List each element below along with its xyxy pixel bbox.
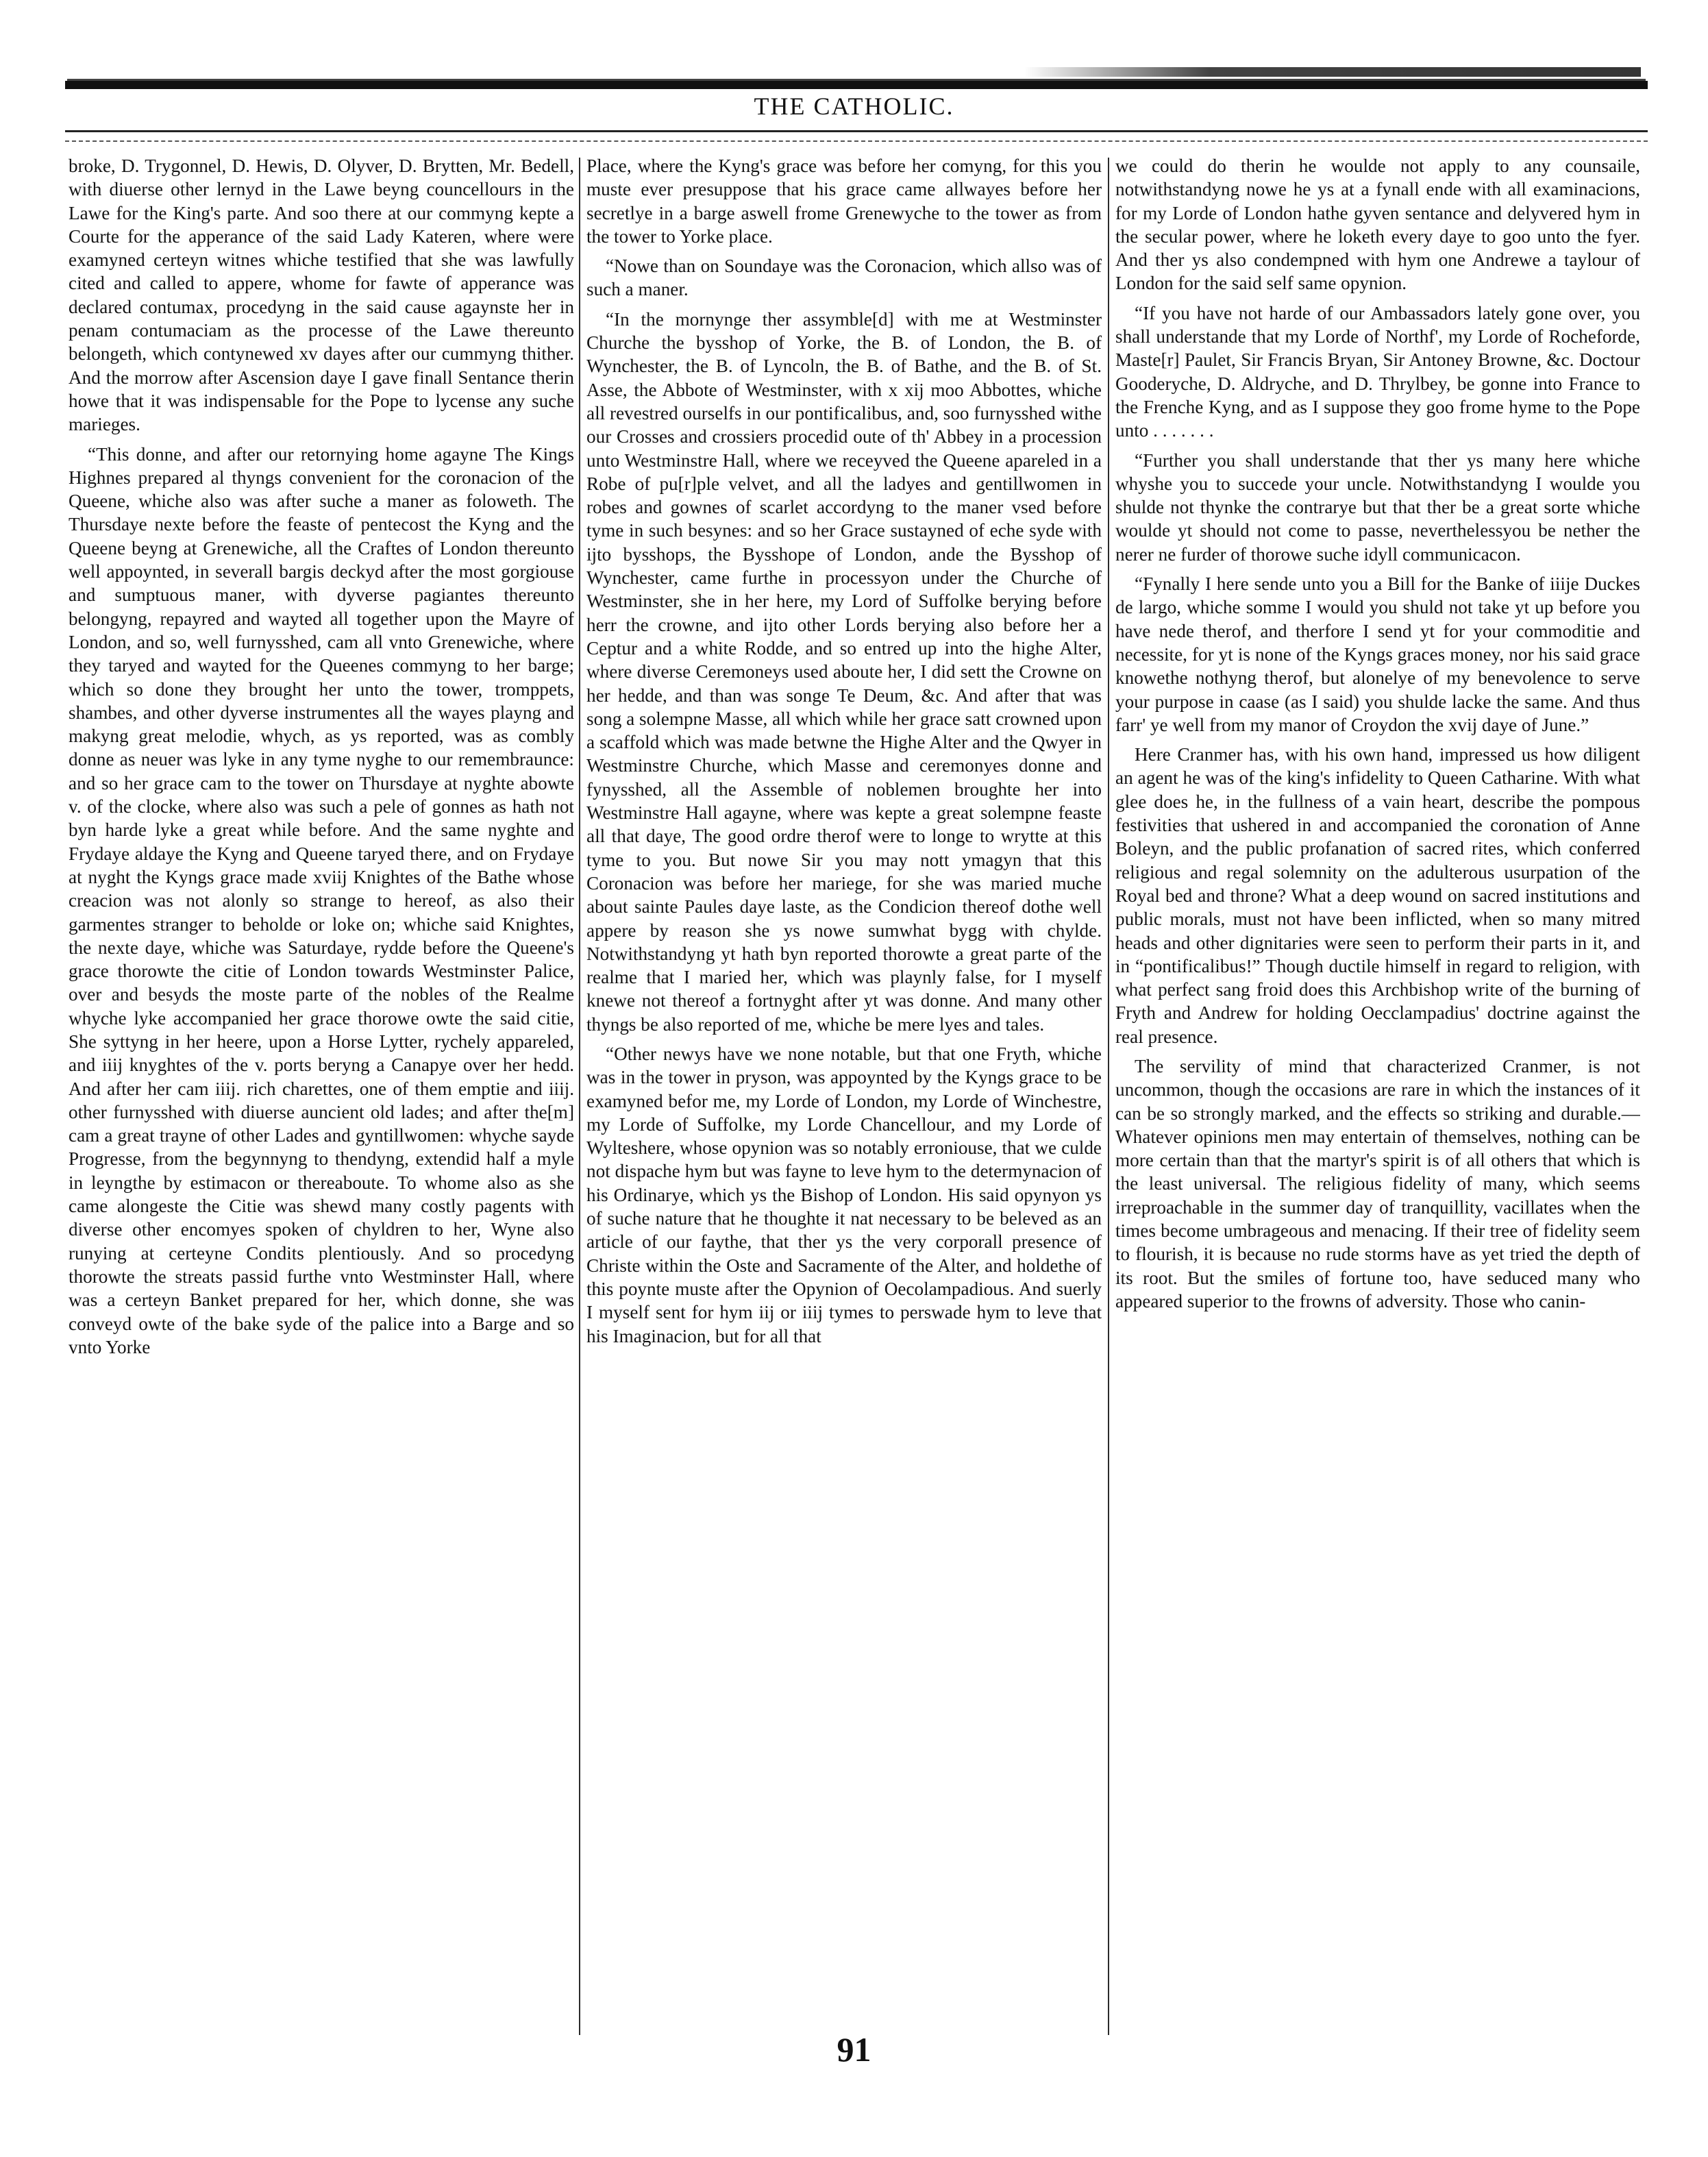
paragraph: Place, where the Kyng's grace was before her comyng, for this you muste ever presuppose that his grace came allwayes before her secretlye in a barge aswell frome Grenewyche to the tower as from the tower to Yorke place. bbox=[586, 156, 1102, 247]
column-divider bbox=[1108, 158, 1109, 2035]
page-number: 91 bbox=[837, 2030, 871, 2069]
paragraph: broke, D. Trygonnel, D. Hewis, D. Olyver, D. Brytten, Mr. Bedell, with diuerse other lernyd in the Lawe beyng councellours in the Lawe for the King's parte. And soo there at our commyng kepte a Courte for the apperance of the said Lady Kateren, where were examyned certeyn witnes whiche testified that she was lawfully cited and called to appere, whome for fawte of apperance was declared contumax, procedyng in the said cause agaynste her in penam contumaciam as the processe of the Lawe thereunto belongeth, which contynewed xv dayes after our cummyng thither. And the morrow after Ascension daye I gave finall Sentance therin howe that it was indispensable for the Pope to lycense any suche marieges. bbox=[69, 156, 574, 435]
paragraph: we could do therin he woulde not apply to any counsaile, notwithstandyng nowe he ys at a fynall ende with all examinacions, for my Lorde of London hathe gyven sentance and delyvered hym in the secular power, where he loketh every daye to goo unto the fyer. And ther ys also condempned with hym one Andrewe a taylour of London for the said self same opynion. bbox=[1115, 156, 1640, 294]
paragraph: “Fynally I here sende unto you a Bill for the Banke of iiije Duckes de largo, whiche somme I would you shuld not take yt up before you have nede therof, and therfore I send yt for your commoditie and necessite, for yt is none of the Kyngs graces money, nor his said grace knowethe nothyng therof, but alonelye of my benevolence to serve your purpose in caase (as I said) you shulde lacke the same. And thus farr' ye well from my manor of Croydon the xvij daye of June.” bbox=[1115, 574, 1640, 735]
paragraph: Here Cranmer has, with his own hand, impressed us how diligent an agent he was of the king's infidelity to Queen Catharine. With what glee does he, in the fullness of a vain heart, describe the pompous festivities that ushered in and accompanied the coronation of Anne Boleyn, and the public profanation of sacred rites, which conferred religious and regal solemnity on the adulterous usurpation of the Royal bed and throne? What a deep wound on sacred institutions and public morals, must not have been inflicted, when so many mitred heads and other dignitaries were seen to perform their parts in it, and in “pontificalibus!” Though ductile himself in regard to religion, with what perfect sang froid does this Archbishop write of the burning of Fryth and Andrew for holding Oecclampadius' doctrine against the real presence. bbox=[1115, 744, 1640, 1047]
text-column-left bbox=[69, 154, 574, 2032]
paragraph: “Nowe than on Soundaye was the Coronacion, which allso was of such a maner. bbox=[586, 256, 1102, 300]
paragraph: “In the mornynge ther assymble[d] with me at Westminster Churche the bysshop of Yorke, the B. of London, the B. of Wynchester, the B. of Lyncoln, the B. of Bathe, and the B. of St. Asse, the Abbote of Westminster, with x xij moo Abbottes, whiche all revestred ourselfs in our pontificalibus, and, soo furnysshed withe our Crosses and crossiers procedid oute of th' Abbey in a procession unto Westminstre Hall, where we receyved the Queene apareled in a Robe of pu[r]ple velvet, and all the ladyes and gentillwomen in robes and gownes of scarlet accordyng to the maner vsed before tyme in such besynes: and so her Grace sustayned of eche syde with ijto bysshops, the Bysshope of London, ande the Bysshop of Wynchester, came furthe in processyon under the Churche of Westminster, she in her here, my Lord of Suffolke berying before herr the crowne, and ijto other Lords berying also before her a Ceptur and a white Rodde, and so entred up into the highe Alter, where diverse Ceremoneys used aboute her, I did sett the Crowne on her hedde, and than was songe Te Deum, &c. And after that was song a solempne Masse, all which while her grace satt crowned upon a scaffold which was made betwne the Highe Alter and the Qwyer in Westminstre Churche, which Masse and ceremonyes donne and fynysshed, all the Assemble of noblemen broughte her into Westminstre Hall agayne, where was kepte a great solempne feaste all that daye, The good ordre therof were to longe to wrytte at this tyme to you. But nowe Sir you may nott ymagyn that this Coronacion was before her mariege, for she was maried muche about sainte Paules daye laste, as the Condicion thereof dothe well appere by reason she ys nowe sumwhat bygg with chylde. Notwithstandyng yt hath byn reported thorowte a great parte of the realme that I maried her, which was playnly false, for I myself knewe not thereof a fortnyght after yt was donne. And many other thyngs be also reported of me, whiche be mere lyes and tales. bbox=[586, 308, 1102, 1035]
paragraph: “If you have not harde of our Ambassadors lately gone over, you shall understande that my Lorde of Northf', my Lorde of Rocheforde, Maste[r] Paulet, Sir Francis Bryan, Sir Antoney Browne, &c. Doctour Gooderyche, D. Aldryche, and D. Thrylbey, be gonne into France to the Frenche Kyng, and as I suppose they goo frome hyme to the Pope unto . . . . . . . bbox=[1115, 302, 1640, 441]
header-rule-thick bbox=[65, 81, 1648, 89]
paragraph: “Further you shall understande that ther ys many here whiche whyshe you to succede your uncle. Notwithstandyng I woulde you shulde not thynke the contrarye but that ther be a great sorte whiche woulde yt should not come to passe, neverthelessyou be nether the nerer ne furder of thorowe suche idyll communicacon. bbox=[1115, 449, 1640, 565]
paragraph: “This donne, and after our retornying home agayne The Kings Highnes prepared al thyngs convenient for the coronacion of the Queene, whiche also was after suche a maner as foloweth. The Thursdaye nexte before the feaste of pentecost the Kyng and the Queene beyng at Grenewiche, all the Craftes of London thereunto well appoynted, in severall bargis deckyd after the most gorgiouse and sumptuous maner, with dyverse pagiantes thereunto belongyng, repayred and wayted all together upon the Mayre of London, and so, well furnysshed, cam all vnto Grenewiche, where they taryed and wayted for the Queenes commyng to her barge; which so done they brought her unto the tower, tromppets, shambes, and other dyverse instrumentes all the wayes playng and makyng great melodie, whych, as ys reported, was as combly donne as neuer was lyke in any tyme nyghe to our remembraunce: and so her grace cam to the tower on Thursdaye at nyghte abowte v. of the clocke, where also was such a pele of gonnes as hath not byn harde lyke a great while before. And the same nyghte and Frydaye aldaye the Kyng and Queene taryed there, and on Frydaye at nyght the Kyngs grace made xviij Knightes of the Bathe whose creacion was not alonly so strange to hereof, as also their garmentes stranger to beholde or loke on; whiche said Knightes, the nexte daye, whiche was Saturdaye, rydde before the Queene's grace thorowte the citie of London towards Westminster Palice, over and besyds the moste parte of the nobles of the Realme whyche lyke accompanied her grace thorowe owte the said citie, She syttyng in her heere, upon a Horse Lytter, rychely appareled, and iiij knyghtes of the v. ports beryng a Canapye over her hedd. And after her cam iiij. rich charettes, one of them emptie and iiij. other furnysshed with diuerse auncient old lades; and after the[m] cam a great trayne of other Lades and gyntillwomen: whyche sayde Progresse, from the begynnyng to thendyng, extendid half a myle in leyngthe by estimacon or thereaboute. To whome also as she came alongeste the Citie was shewd many costly pagents with diverse other encomyes spoken of chyldren to her, Wyne also runying at certeyne Condits plentiously. And so procedyng thorowte the streats passid furthe vnto Westminster Hall, where was a certeyn Banket prepared for her, which donne, she was conveyd owte of the bake syde of the palice into a Barge and so vnto Yorke bbox=[69, 443, 574, 1357]
paragraph: The servility of mind that characterized Cranmer, is not uncommon, though the occasions are rare in which the instances of it can be so strongly marked, and the effects so striking and durable.— Whatever opinions men may entertain of themselves, nothing can be more certain than that the martyr's spirit is of all others that which is the least universal. The religious fidelity of many, which seems irreproachable in the summer day of tranquillity, vacillates when the times become umbrageous and menacing. If their tree of fidelity seem to flourish, it is because no rude storms have as yet tried the depth of its root. But the smiles of fortune too, have seduced many who appeared superior to the frowns of adversity. Those who canin- bbox=[1115, 1055, 1640, 1311]
paragraph: “Other newys have we none notable, but that one Fryth, whiche was in the tower in pryson, was appoynted by the Kyngs grace to be examyned befor me, my Lorde of London, my Lorde of Winchestre, my Lorde of Suffolke, my Lorde Chancellour, and my Lorde of Wylteshere, whose opynion was so notably erroniouse, that we culde not dispache hym but was fayne to leve hym to the determynacion of his Ordinarye, which ys the Bishop of London. His said opynyon ys of suche nature that he thoughte it nat necessary to be beleved as an article of our faythe, that ther ys the very corporall presence of Christe within the Oste and Sacramente of the Alter, and holdethe of this poynte muste after the Opynion of Oecolampadious. And suerly I myself sent for hym iij or iiij tymes to perswade hym to leve that his Imaginacion, but for all that bbox=[586, 1043, 1102, 1346]
text-column-right bbox=[1115, 154, 1640, 2032]
running-title: THE CATHOLIC. bbox=[754, 93, 954, 120]
text-column-middle bbox=[586, 154, 1102, 2032]
header-rule-thin bbox=[65, 130, 1648, 132]
column-divider bbox=[579, 158, 580, 2035]
header-rule-dashed bbox=[65, 140, 1648, 142]
